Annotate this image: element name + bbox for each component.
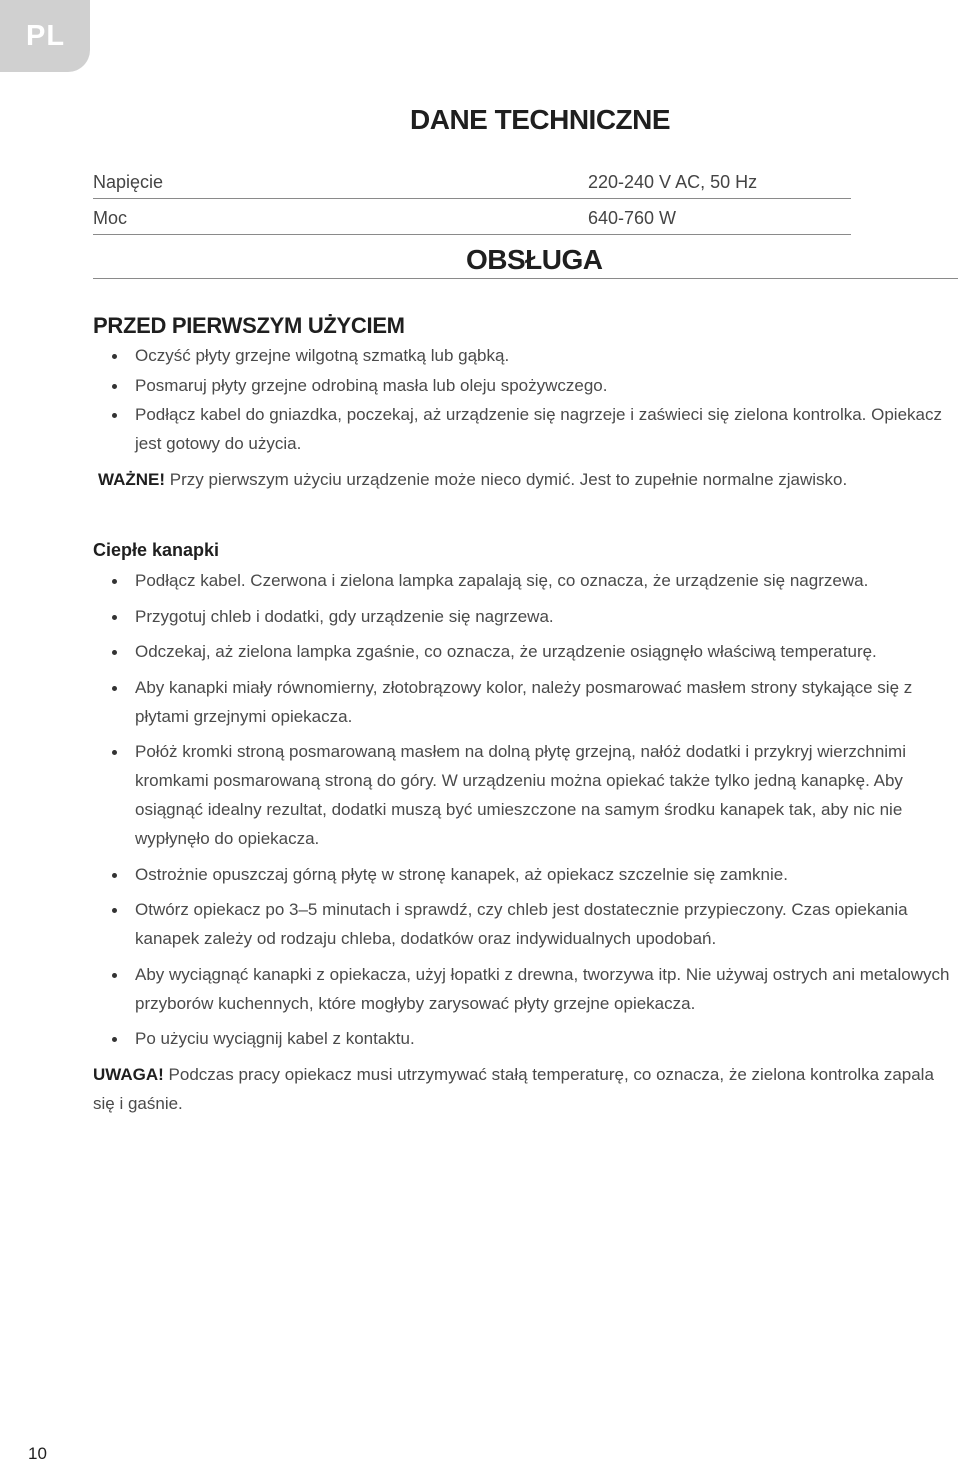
- warm-sandwiches-section: [93, 566, 958, 1118]
- warning-note: [93, 1060, 958, 1118]
- before-first-use-title: PRZED PIERWSZYM UŻYCIEM: [93, 313, 405, 338]
- list-item: Otwórz opiekacz po 3–5 minutach i sprawdź, czy chleb jest dostatecznie przypieczony. Czas opiekania kanapek zależy od rodzaju chleba, dodatków oraz indywidualnych upodobań.: [93, 895, 958, 953]
- important-label: WAŻNE!: [98, 470, 166, 489]
- spec-label: Napięcie: [93, 172, 164, 192]
- spec-value: 220-240 V AC, 50 Hz: [588, 172, 758, 192]
- language-tab-label: PL: [26, 20, 66, 52]
- language-tab: [0, 0, 90, 72]
- section-divider: [93, 278, 958, 279]
- before-first-use-list: [93, 341, 958, 458]
- spec-label: Moc: [93, 208, 128, 228]
- spec-row-voltage: [93, 168, 851, 199]
- page-number: 10: [28, 1444, 47, 1463]
- tech-specs-title: DANE TECHNICZNE: [410, 104, 671, 135]
- list-item: Podłącz kabel do gniazdka, poczekaj, aż urządzenie się nagrzeje i zaświeci się zielona kontrolka. Opiekacz jest gotowy do użycia.: [93, 400, 958, 458]
- warning-label: UWAGA!: [93, 1064, 164, 1084]
- warm-sandwiches-list: [93, 566, 958, 1053]
- list-item: Przygotuj chleb i dodatki, gdy urządzenie się nagrzewa.: [93, 602, 958, 631]
- operation-title: OBSŁUGA: [466, 244, 603, 275]
- list-item: Po użyciu wyciągnij kabel z kontaktu.: [93, 1024, 958, 1053]
- list-item: Podłącz kabel. Czerwona i zielona lampka zapalają się, co oznacza, że urządzenie się nagrzewa.: [93, 566, 958, 595]
- warning-text: Podczas pracy opiekacz musi utrzymywać stałą temperaturę, co oznacza, że zielona kontrolka zapala się i gaśnie.: [93, 1064, 934, 1113]
- spec-value: 640-760 W: [588, 208, 677, 228]
- spec-row-power: [93, 204, 851, 235]
- warm-sandwiches-title: Ciepłe kanapki: [93, 540, 220, 560]
- list-item: Aby wyciągnąć kanapki z opiekacza, użyj łopatki z drewna, tworzywa itp. Nie używaj ostrych ani metalowych przyborów kuchennych, które mogłyby zarysować płyty grzejne opiekacza.: [93, 960, 958, 1018]
- list-item: Odczekaj, aż zielona lampka zgaśnie, co oznacza, że urządzenie osiągnęło właściwą temperaturę.: [93, 637, 958, 666]
- important-note: [93, 465, 958, 494]
- list-item: Oczyść płyty grzejne wilgotną szmatką lub gąbką.: [93, 341, 958, 370]
- list-item: Aby kanapki miały równomierny, złotobrązowy kolor, należy posmarować masłem strony stykające się z płytami grzejnymi opiekacza.: [93, 673, 958, 731]
- important-text: Przy pierwszym użyciu urządzenie może nieco dymić. Jest to zupełnie normalne zjawisko.: [165, 470, 848, 489]
- list-item: Połóż kromki stroną posmarowaną masłem na dolną płytę grzejną, nałóż dodatki i przykryj wierzchnimi kromkami posmarowaną stroną do góry. W urządzeniu można opiekać także tylko jedną kanapkę. Aby osiągnąć idealny rezultat, dodatki muszą być umieszczone na samym środku kanapek tak, aby nic nie wypłynęło do opiekacza.: [93, 737, 958, 853]
- list-item: Ostrożnie opuszczaj górną płytę w stronę kanapek, aż opiekacz szczelnie się zamknie.: [93, 860, 958, 889]
- list-item: Posmaruj płyty grzejne odrobiną masła lub oleju spożywczego.: [93, 371, 958, 400]
- before-first-use-section: [93, 341, 958, 494]
